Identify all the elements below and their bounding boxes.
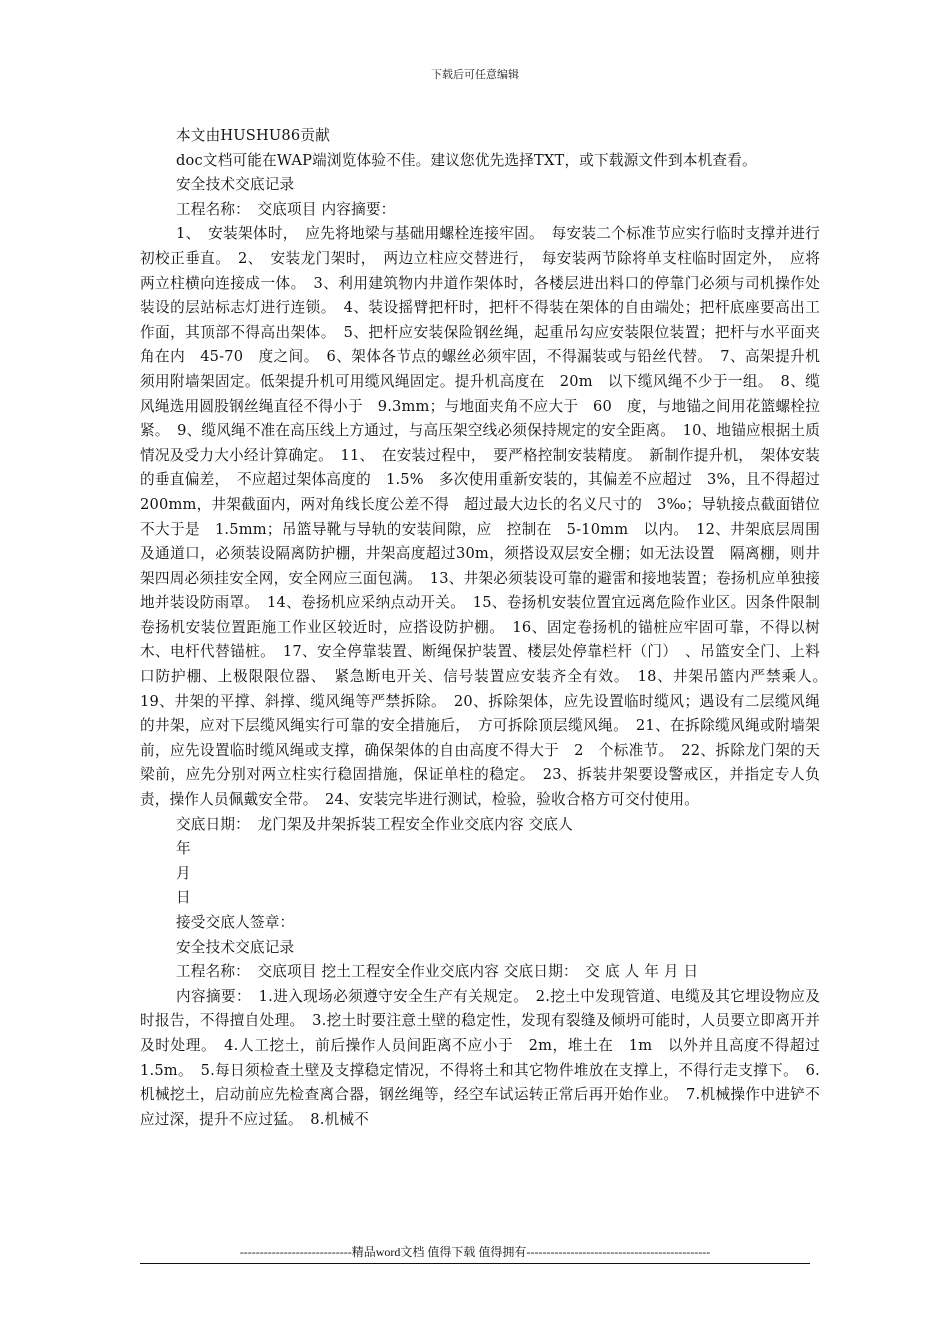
page-footer: ----------------------------精品word文档 值得下载 值得拥有---------------------------------------------- [239,1245,711,1259]
content-paragraph-2: 内容摘要： 1.进入现场必须遵守安全生产有关规定。 2.挖土中发现管道、电缆及其它埋设物应及时报告，不得擅自处理。 3.挖土时要注意土壁的稳定性，发现有裂缝及倾坍可能时，人员要立即离开并及时处理。 4.人工挖土，前后操作人员间距离不应小于 2m，堆土在 1m 以外并且高度不得超过 1.5m。 5.每日须检查土壁及支撑稳定情况，不得将土和其它物件堆放在支撑上，不得行走支撑下。 6.机械挖土，启动前应先检查离合器，钢丝绳等，经空车试运转正常后再开始作业。 7.机械操作中进铲不应过深，提升不应过猛。 8.机械不 [140,987,835,1128]
document-body [140,124,835,1132]
section-title-2: 安全技术交底记录 [176,938,295,956]
footer-divider [140,1263,810,1264]
page-header: 下载后可任意编辑 [431,68,519,81]
content-paragraph: 1、 安装架体时， 应先将地梁与基础用螺栓连接牢固。 每安装二个标准节应实行临时支撑并进行初校正垂直。 2、 安装龙门架时， 两边立柱应交替进行， 每安装两节除将单支柱临时固定外， 应将两立柱横向连接成一体。 3、利用建筑物内井道作架体时，各楼层进出料口的停靠门必须与司机操作处装设的层站标志灯进行连锁。 4、装设摇臂把杆时，把杆不得装在架体的自由端处；把杆底座要高出工作面，其顶部不得高出架体。 5、把杆应安装保险钢丝绳，起重吊勾应安装限位装置；把杆与水平面夹角在内 45-70 度之间。 6、架体各节点的螺丝必须牢固，不得漏装或与铅丝代替。 7、高架提升机须用附墙架固定。低架提升机可用缆风绳固定。提升机高度在 20m 以下缆风绳不少于一组。 8、缆风绳选用圆股钢丝绳直径不得小于 9.3mm；与地面夹角不应大于 60 度，与地锚之间用花篮螺栓拉紧。 9、缆风绳不准在高压线上方通过，与高压架空线必须保持规定的安全距离。 10、地锚应根据土质情况及受力大小经计算确定。 11、 在安装过程中， 要严格控制安装精度。 新制作提升机， 架体安装的垂直偏差， 不应超过架体高度的 1.5% 多次使用重新安装的，其偏差不应超过 3%，且不得超过 200mm，井架截面内，两对角线长度公差不得 超过最大边长的名义尺寸的 3‰；导轨接点截面错位不大于是 1.5mm；吊篮导靴与导轨的安装间隙，应 控制在 5-10mm 以内。 12、井架底层周围及通道口，必须装设隔离防护棚，井架高度超过30m，须搭设双层安全棚；如无法设置 隔离棚，则井架四周必须挂安全网，安全网应三面包满。 13、井架必须装设可靠的避雷和接地装置；卷扬机应单独接地并装设防雨罩。 14、卷扬机应采纳点动开关。 15、卷扬机安装位置宜远离危险作业区。因条件限制卷扬机安装位置距施工作业区较近时，应搭设防护棚。 16、固定卷扬机的锚桩应牢固可靠，不得以树木、电杆代替锚桩。 17、安全停靠装置、断绳保护装置、楼层处停靠栏杆（门） 、吊篮安全门、上料口防护棚、上极限限位器、 紧急断电开关、信号装置应安装齐全有效。 18、井架吊篮内严禁乘人。 19、井架的平撑、斜撑、缆风绳等严禁拆除。 20、拆除架体，应先设置临时缆风；遇设有二层缆风绳的井架，应对下层缆风绳实行可靠的安全措施后， 方可拆除顶层缆风绳。 21、在拆除缆风绳或附墙架前，应先设置临时缆风绳或支撑，确保架体的自由高度不得大于 2 个标准节。 22、拆除龙门架的天梁前，应先分别对两立柱实行稳固措施，保证单柱的稳定。 23、拆装井架要设警戒区，并指定专人负责，操作人员佩戴安全带。 24、安装完毕进行测试，检验，验收合格方可交付使用。 [140,225,835,809]
signature-line: 接受交底人签章： [176,914,295,931]
day-label: 日 [176,889,191,907]
year-label: 年 [176,840,191,858]
date-line: 交底日期： 龙门架及井架拆装工程安全作业交底内容 交底人 [176,815,573,833]
wap-notice-line: doc文档可能在WAP端浏览体验不佳。建议您优先选择TXT，或下载源文件到本机查看。 [176,151,757,169]
project-name-line-2: 工程名称： 交底项目 挖土工程安全作业交底内容 交底日期： 交 底 人 年 月 日 [176,963,699,981]
contributor-line: 本文由HUSHU86贡献 [176,127,330,144]
project-name-line: 工程名称： 交底项目 内容摘要： [176,200,396,218]
section-title: 安全技术交底记录 [176,176,295,194]
month-label: 月 [176,864,191,882]
